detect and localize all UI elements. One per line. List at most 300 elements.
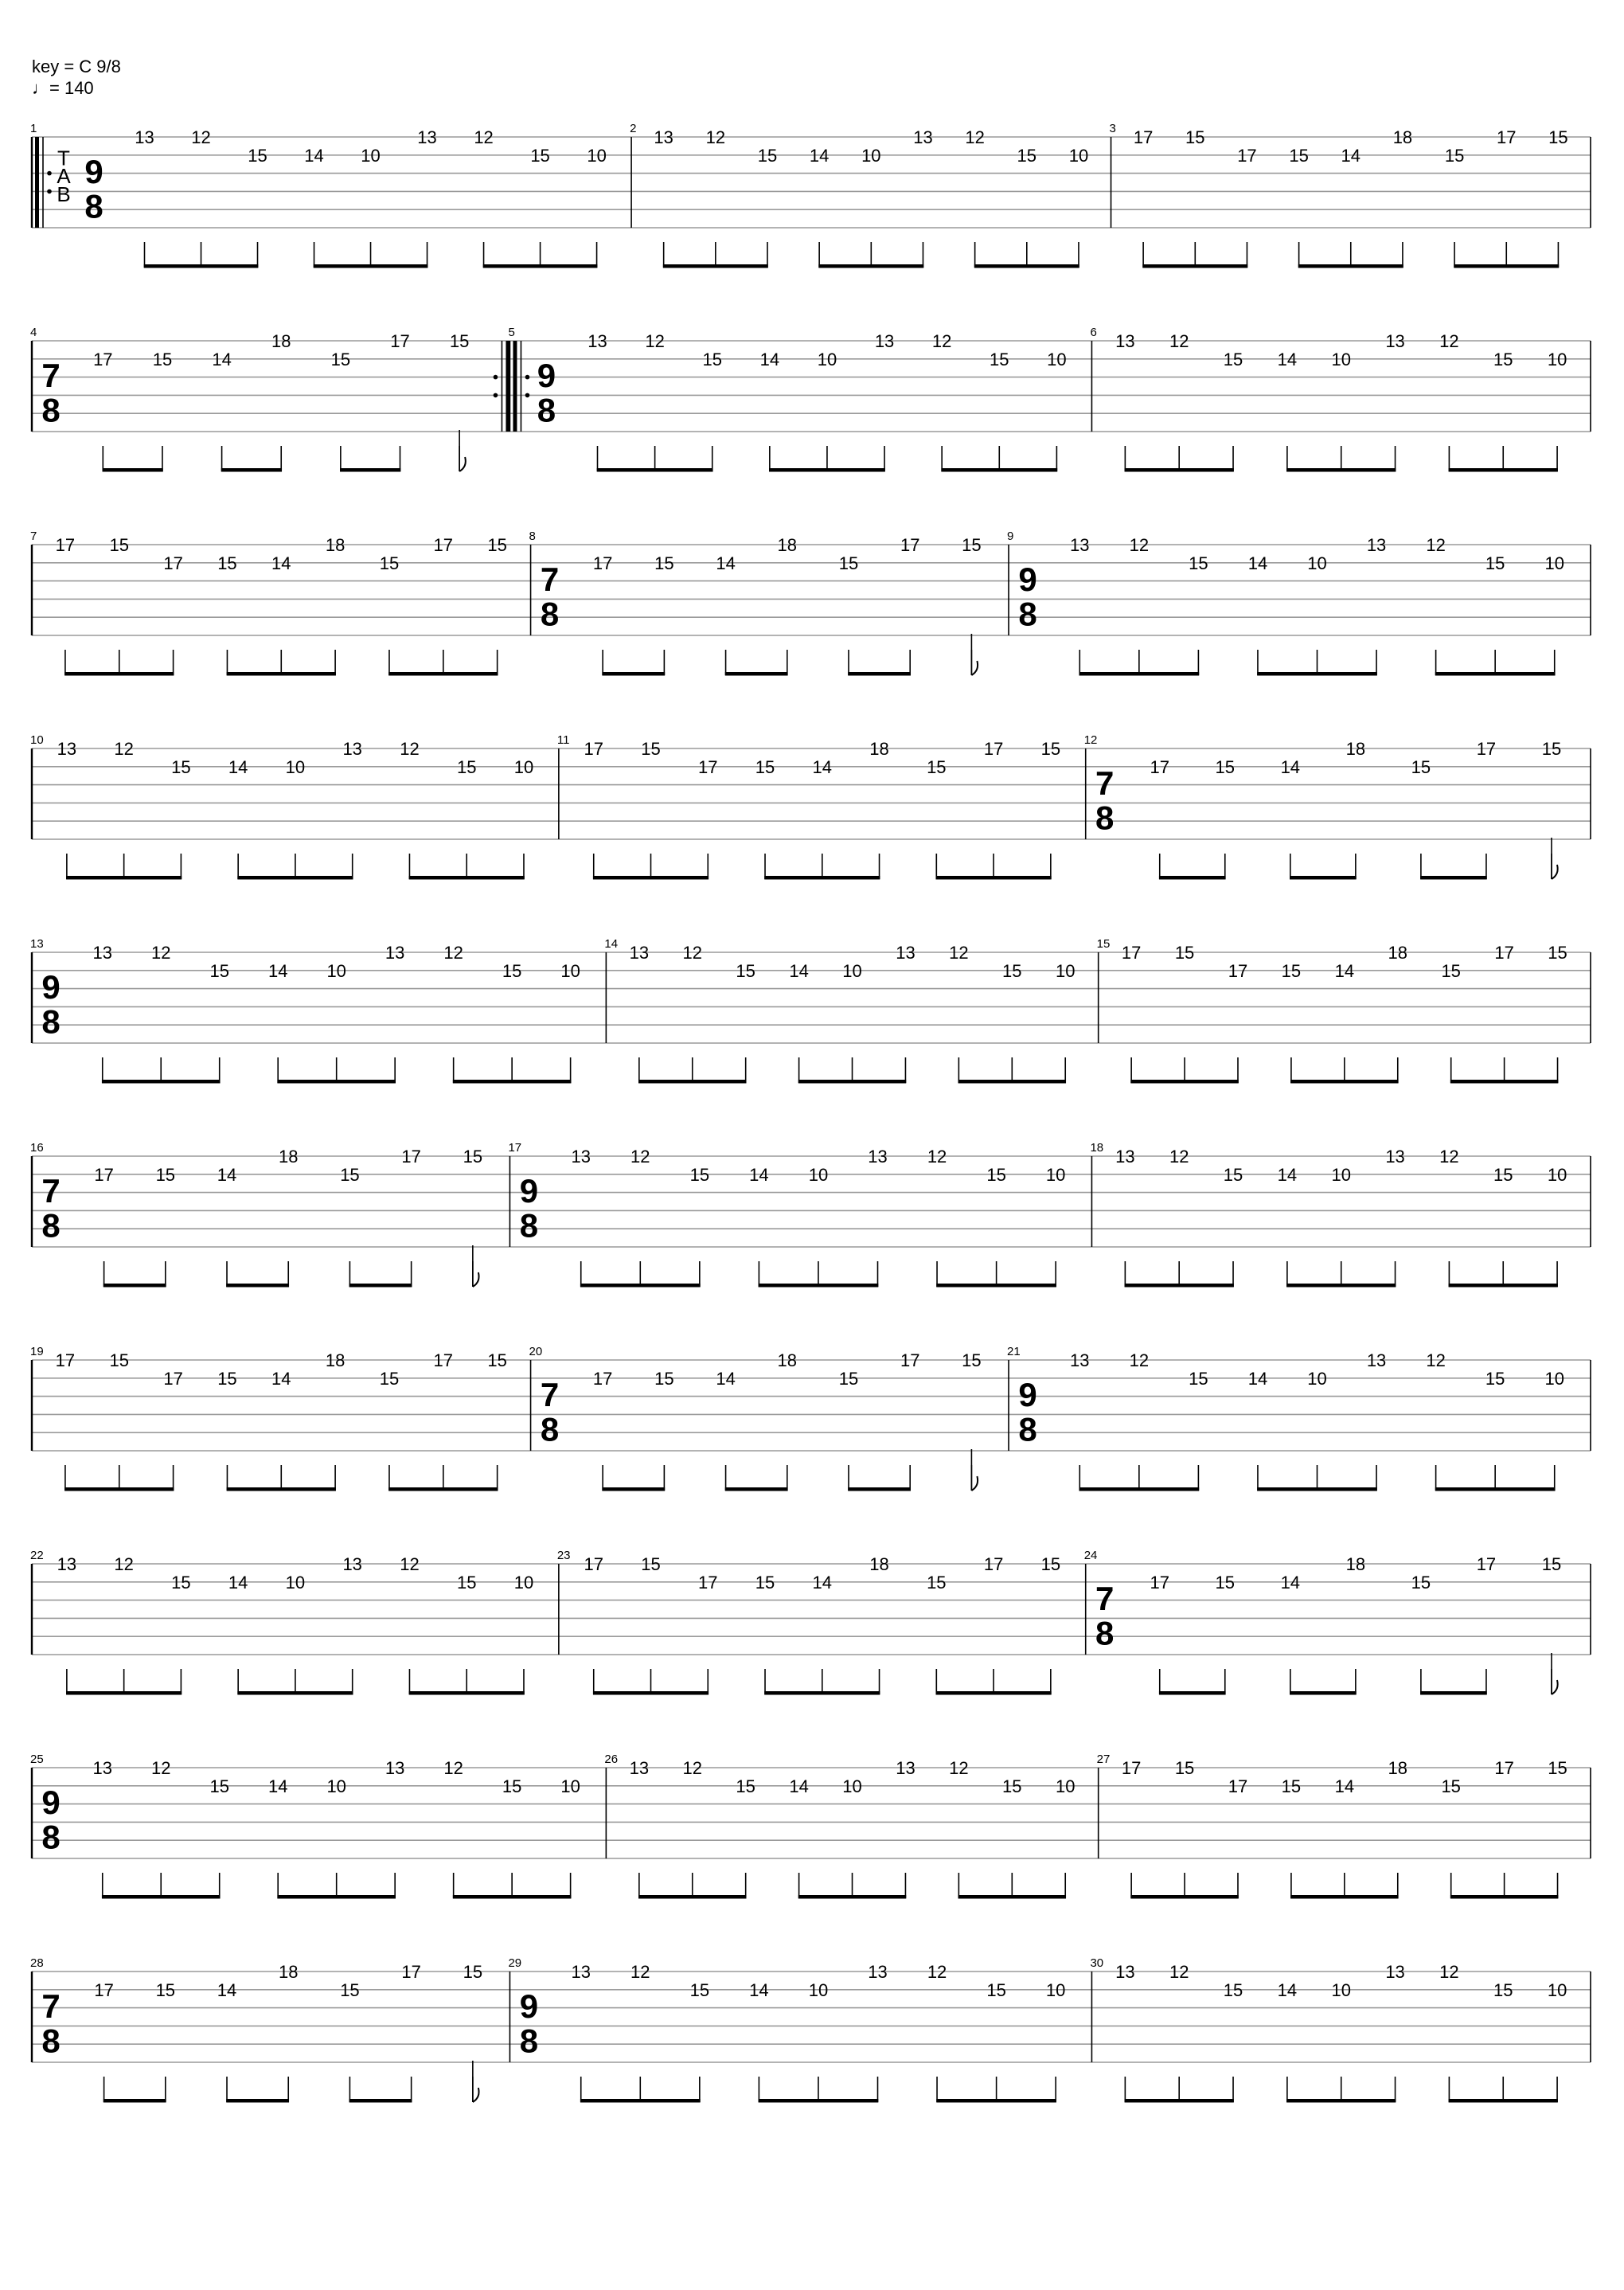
fret-number: 17 (983, 739, 1004, 759)
fret-number: 15 (838, 553, 859, 573)
time-signature (1018, 561, 1036, 632)
fret-number: 15 (152, 349, 173, 369)
fret-number: 13 (342, 1554, 362, 1574)
fret-number: 15 (755, 1572, 775, 1592)
time-signature (41, 1784, 60, 1855)
rhythm-notation (103, 430, 466, 472)
beam (66, 876, 182, 880)
time-signature (541, 1376, 559, 1448)
fret-number: 15 (641, 739, 661, 759)
rhythm-notation (1079, 1465, 1555, 1491)
rhythm-notation (1159, 838, 1558, 880)
measure (30, 1345, 507, 1491)
fret-number: 15 (109, 1350, 130, 1370)
fret-number: 13 (1070, 1350, 1090, 1370)
time-signature-denominator: 8 (1095, 1614, 1115, 1652)
fret-number: 15 (736, 960, 755, 981)
beam (1130, 1895, 1238, 1899)
beam (349, 1284, 412, 1288)
staff-system (30, 1345, 1591, 1491)
measure-number: 8 (529, 530, 536, 543)
fret-number: 10 (1331, 1164, 1351, 1185)
fret-number: 12 (949, 1758, 969, 1778)
fret-number: 10 (1307, 1368, 1327, 1389)
time-signature-denominator: 8 (41, 1002, 61, 1041)
measure-number: 27 (1096, 1753, 1111, 1766)
beam (103, 468, 163, 472)
time-signature (1018, 1376, 1036, 1448)
repeat-dot (47, 190, 52, 194)
fret-number: 12 (927, 1147, 947, 1166)
beam (725, 672, 788, 676)
beam (602, 1487, 665, 1491)
fret-number: 12 (682, 943, 702, 963)
rhythm-notation (1125, 1261, 1558, 1288)
fret-number: 15 (755, 756, 775, 777)
time-signature (41, 357, 60, 428)
beam (1454, 264, 1559, 268)
fret-number: 17 (433, 1350, 454, 1370)
fret-number: 17 (55, 1350, 76, 1370)
rhythm-notation (103, 2061, 479, 2103)
beam (1159, 1691, 1226, 1695)
fret-number: 17 (433, 535, 454, 555)
beam (1130, 1080, 1238, 1084)
beam (663, 264, 768, 268)
fret-number: 15 (689, 1164, 710, 1185)
fret-number: 12 (931, 331, 952, 351)
fret-number: 10 (285, 1572, 306, 1592)
measure (529, 530, 982, 676)
repeat-start-thick-bar (35, 137, 39, 228)
fret-number: 13 (629, 1758, 650, 1778)
measure-number: 19 (30, 1345, 44, 1358)
eighth-flag (473, 1272, 479, 1287)
fret-number: 15 (1485, 553, 1505, 573)
fret-number: 14 (267, 1776, 288, 1796)
fret-number: 10 (1544, 553, 1564, 573)
fret-number: 10 (1055, 1776, 1076, 1796)
fret-number: 18 (1345, 1554, 1366, 1574)
time-signature-denominator: 8 (537, 391, 556, 429)
time-signature-numerator: 9 (84, 153, 103, 191)
beam (848, 1487, 911, 1491)
beam (388, 1487, 498, 1491)
fret-number: 17 (1497, 127, 1517, 147)
beam (1449, 2099, 1558, 2103)
beam (227, 672, 336, 676)
fret-number: 15 (1541, 739, 1562, 759)
fret-number: 15 (962, 1350, 982, 1370)
fret-number: 17 (698, 756, 718, 777)
repeat-start-thick-bar (513, 341, 517, 432)
fret-number: 15 (340, 1164, 360, 1185)
fret-number: 10 (842, 1776, 862, 1796)
beam (409, 1691, 525, 1695)
time-signature (1095, 1580, 1114, 1651)
fret-number: 17 (1476, 739, 1497, 759)
fret-number: 15 (641, 1554, 661, 1574)
fret-number: 17 (1133, 127, 1154, 147)
rhythm-notation (1130, 1057, 1558, 1084)
fret-number: 15 (1174, 943, 1195, 963)
measure (30, 1956, 482, 2103)
beam (764, 876, 880, 880)
fret-number: 12 (191, 127, 211, 147)
beam (1125, 1284, 1234, 1288)
fret-number: 15 (502, 960, 522, 981)
tab-clef-t: T (57, 146, 70, 170)
fret-number: 15 (1541, 1554, 1562, 1574)
fret-number: 15 (1174, 1758, 1195, 1778)
measure-number: 24 (1083, 1549, 1098, 1562)
measure-number: 29 (508, 1956, 522, 1970)
fret-number: 17 (592, 1368, 613, 1389)
fret-number: 13 (571, 1962, 591, 1982)
fret-number: 15 (456, 756, 477, 777)
beam (936, 1691, 1052, 1695)
beam (597, 468, 713, 472)
fret-number: 18 (1388, 1758, 1408, 1778)
time-signature-numerator: 7 (41, 1987, 61, 2026)
fret-number: 15 (1281, 960, 1302, 981)
measure-number: 28 (30, 1956, 44, 1970)
fret-number: 17 (1237, 145, 1257, 166)
fret-number: 18 (1345, 739, 1366, 759)
fret-number: 15 (1493, 349, 1513, 369)
beam (102, 1080, 221, 1084)
fret-number: 10 (513, 756, 534, 777)
measure-number: 15 (1096, 937, 1111, 951)
fret-number: 17 (1121, 943, 1142, 963)
time-signature (520, 1172, 538, 1244)
beam (1420, 876, 1487, 880)
time-signature-denominator: 8 (1018, 1410, 1037, 1448)
measure (30, 326, 509, 472)
fret-number: 13 (1366, 535, 1387, 555)
rhythm-notation (663, 242, 1079, 268)
fret-number: 15 (986, 1979, 1006, 2000)
time-signature (41, 968, 60, 1040)
fret-number: 14 (271, 553, 291, 573)
time-signature-numerator: 9 (1018, 1376, 1037, 1414)
fret-number: 15 (487, 1350, 507, 1370)
rhythm-notation (144, 242, 598, 268)
measure (508, 1141, 1065, 1288)
fret-number: 13 (57, 739, 77, 759)
fret-number: 18 (869, 739, 889, 759)
rhythm-notation (1130, 1873, 1558, 1899)
beam (1449, 468, 1558, 472)
fret-number: 15 (1189, 1368, 1208, 1389)
beam (1420, 1691, 1487, 1695)
rhythm-notation (1159, 1653, 1558, 1695)
eighth-flag (971, 661, 978, 675)
fret-number: 13 (868, 1147, 888, 1166)
fret-number: 17 (584, 739, 603, 759)
beam (1079, 672, 1199, 676)
time-signature-denominator: 8 (41, 1206, 61, 1245)
measure-number: 18 (1090, 1141, 1104, 1155)
fret-number: 12 (1439, 1147, 1459, 1166)
fret-number: 12 (443, 1758, 463, 1778)
fret-number: 13 (135, 127, 154, 147)
beam (144, 264, 259, 268)
measure (508, 1956, 1065, 2103)
beam (936, 2099, 1056, 2103)
rhythm-notation (102, 1873, 571, 1899)
fret-number: 15 (1223, 349, 1243, 369)
fret-number: 17 (900, 1350, 920, 1370)
fret-number: 15 (209, 960, 229, 981)
fret-number: 17 (1228, 1776, 1248, 1796)
repeat-dot (47, 171, 52, 176)
fret-number: 17 (93, 349, 113, 369)
fret-number: 13 (654, 127, 673, 147)
fret-number: 18 (777, 535, 798, 555)
fret-number: 15 (1002, 1776, 1022, 1796)
fret-number: 14 (1280, 756, 1301, 777)
staff-system (30, 326, 1591, 472)
measure (557, 1549, 1060, 1695)
time-signature-denominator: 8 (41, 391, 61, 429)
measure (30, 1141, 482, 1288)
rhythm-notation (1125, 446, 1558, 472)
fret-number: 15 (502, 1776, 522, 1796)
fret-number: 15 (1411, 1572, 1431, 1592)
beam (798, 1080, 906, 1084)
measure-number: 6 (1090, 326, 1097, 339)
fret-number: 15 (1411, 756, 1431, 777)
fret-number: 12 (1426, 535, 1446, 555)
rhythm-notation (602, 634, 978, 676)
fret-number: 15 (340, 1979, 360, 2000)
beam (759, 1284, 879, 1288)
fret-number: 13 (385, 1758, 405, 1778)
fret-number: 15 (654, 1368, 674, 1389)
tab-clef (57, 146, 71, 206)
rhythm-notation (103, 1245, 479, 1288)
fret-number: 17 (1494, 1758, 1514, 1778)
beam (226, 2099, 289, 2103)
beam (1257, 672, 1377, 676)
time-signature (41, 1172, 60, 1244)
measure-number: 17 (508, 1141, 522, 1155)
fret-number: 15 (217, 1368, 237, 1389)
measure (30, 733, 533, 880)
measure (1097, 1753, 1567, 1899)
measure (1084, 1549, 1562, 1695)
measure-number: 1 (30, 122, 37, 135)
fret-number: 10 (842, 960, 862, 981)
staff-system (30, 937, 1591, 1084)
fret-number: 15 (449, 331, 470, 351)
fret-number: 14 (749, 1979, 769, 2000)
fret-number: 10 (1307, 553, 1327, 573)
time-signature-denominator: 8 (519, 1206, 539, 1245)
beam (958, 1080, 1066, 1084)
rhythm-notation (1079, 650, 1555, 676)
fret-number: 12 (1129, 1350, 1150, 1370)
measure-number: 5 (508, 326, 515, 339)
beam (798, 1895, 906, 1899)
time-signature-denominator: 8 (540, 1410, 560, 1448)
fret-number: 15 (1444, 145, 1465, 166)
fret-number: 15 (379, 1368, 400, 1389)
fret-number: 15 (109, 535, 130, 555)
fret-number: 10 (513, 1572, 534, 1592)
fret-number: 15 (990, 349, 1009, 369)
fret-number: 12 (150, 943, 171, 963)
beam (593, 1691, 709, 1695)
measure (1090, 1956, 1567, 2103)
fret-number: 14 (267, 960, 288, 981)
fret-number: 12 (1129, 535, 1150, 555)
eighth-flag (971, 1476, 978, 1491)
fret-number: 10 (817, 349, 837, 369)
fret-number: 14 (1277, 1164, 1298, 1185)
fret-number: 15 (927, 756, 947, 777)
fret-number: 14 (716, 553, 736, 573)
beam (1290, 1080, 1398, 1084)
fret-number: 15 (379, 553, 400, 573)
measure-number: 30 (1090, 1956, 1104, 1970)
measure-number: 14 (604, 937, 619, 951)
fret-number: 13 (342, 739, 362, 759)
beam (277, 1895, 396, 1899)
fret-number: 10 (285, 756, 306, 777)
fret-number: 14 (271, 1368, 291, 1389)
time-signature (41, 1987, 60, 2059)
rhythm-notation (64, 650, 498, 676)
repeat-dot (494, 393, 498, 398)
fret-number: 18 (278, 1147, 299, 1166)
tab-clef-a: A (57, 164, 71, 189)
fret-number: 14 (1334, 1776, 1355, 1796)
rhythm-notation (597, 446, 1057, 472)
time-signature-denominator: 8 (41, 1818, 61, 1856)
fret-number: 10 (560, 960, 580, 981)
rhythm-notation (593, 1669, 1052, 1695)
time-signature (520, 1987, 538, 2059)
fret-number: 12 (630, 1147, 650, 1166)
fret-number: 17 (390, 331, 410, 351)
fret-number: 10 (1547, 349, 1567, 369)
time-signature (1095, 764, 1114, 836)
fret-number: 13 (1070, 535, 1090, 555)
fret-number: 17 (163, 1368, 183, 1389)
fret-number: 18 (1392, 127, 1413, 147)
beam (593, 876, 709, 880)
fret-number: 10 (1547, 1979, 1567, 2000)
fret-number: 14 (1247, 1368, 1268, 1389)
measure (604, 937, 1075, 1084)
staff-system (30, 1753, 1591, 1899)
time-signature (84, 153, 103, 225)
time-signature-numerator: 7 (540, 561, 560, 599)
rhythm-notation (64, 1465, 498, 1491)
fret-number: 15 (1223, 1979, 1243, 2000)
fret-number: 13 (896, 1758, 915, 1778)
measure (30, 937, 580, 1084)
rhythm-notation (580, 1261, 1056, 1288)
measure-number: 26 (604, 1753, 619, 1766)
beam (1450, 1895, 1558, 1899)
fret-number: 10 (1045, 1979, 1066, 2000)
measure-number: 10 (30, 733, 44, 747)
beam (1290, 1691, 1357, 1695)
fret-number: 13 (629, 943, 650, 963)
fret-number: 15 (1040, 1554, 1061, 1574)
measure-number: 2 (630, 122, 637, 135)
beam (1450, 1080, 1558, 1084)
beam (1286, 1284, 1396, 1288)
fret-number: 13 (896, 943, 915, 963)
measure-number: 20 (529, 1345, 543, 1358)
measure-number: 22 (30, 1549, 44, 1562)
time-signature-numerator: 7 (1095, 1580, 1115, 1618)
measure (529, 1345, 982, 1491)
beam (941, 468, 1057, 472)
fret-number: 10 (1068, 145, 1089, 166)
fret-number: 15 (1002, 960, 1022, 981)
fret-number: 10 (1047, 349, 1067, 369)
beam (958, 1895, 1066, 1899)
fret-number: 14 (304, 145, 324, 166)
staff-system (30, 1141, 1591, 1288)
fret-number: 15 (171, 756, 191, 777)
beam (237, 1691, 353, 1695)
fret-number: 10 (1331, 1979, 1351, 2000)
measure-number: 9 (1007, 530, 1014, 543)
fret-number: 10 (560, 1776, 580, 1796)
staff-system (30, 530, 1591, 676)
fret-number: 14 (812, 1572, 833, 1592)
measure-number: 4 (30, 326, 37, 339)
beam (226, 1284, 289, 1288)
fret-number: 12 (1439, 1962, 1459, 1982)
fret-number: 12 (114, 739, 134, 759)
fret-number: 12 (474, 127, 494, 147)
measure (30, 1549, 533, 1695)
measure (1110, 122, 1568, 268)
fret-number: 15 (1548, 1758, 1567, 1778)
measure-number: 25 (30, 1753, 44, 1766)
fret-number: 15 (1289, 145, 1309, 166)
fret-number: 17 (983, 1554, 1004, 1574)
rhythm-notation (602, 1449, 978, 1491)
measure (1090, 326, 1567, 472)
fret-number: 15 (209, 1776, 229, 1796)
beam (340, 468, 400, 472)
rhythm-notation (66, 854, 525, 880)
beam (1125, 2099, 1234, 2103)
fret-number: 14 (217, 1164, 237, 1185)
fret-number: 15 (1441, 960, 1461, 981)
fret-number: 12 (949, 943, 969, 963)
time-signature-denominator: 8 (540, 595, 560, 633)
fret-number: 13 (1366, 1350, 1387, 1370)
beam (349, 2099, 412, 2103)
staff-system (30, 1956, 1591, 2103)
beam (1125, 468, 1234, 472)
beam (483, 264, 598, 268)
fret-number: 15 (155, 1164, 176, 1185)
fret-number: 12 (630, 1962, 650, 1982)
rhythm-notation (638, 1873, 1066, 1899)
fret-number: 12 (645, 331, 665, 351)
fret-number: 13 (92, 943, 112, 963)
